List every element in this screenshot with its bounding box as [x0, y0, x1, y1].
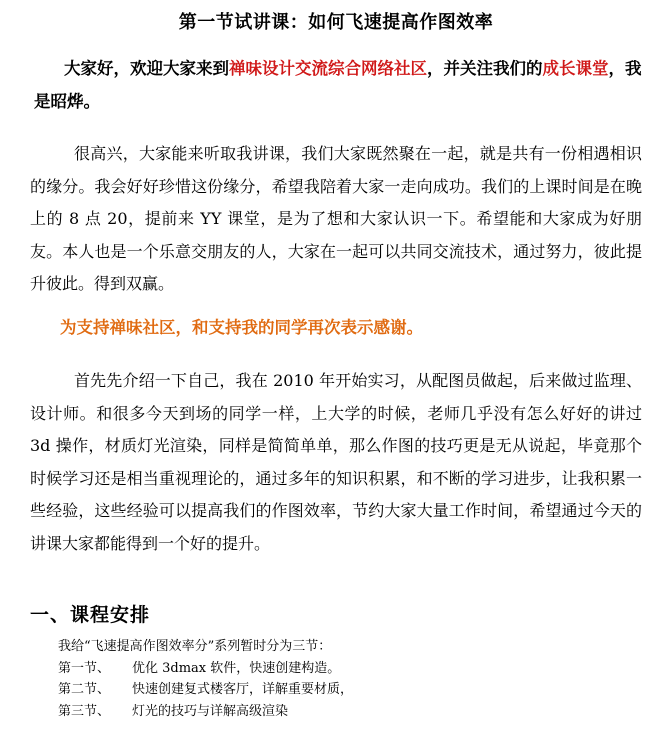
schedule-item-text: 快速创建复式楼客厅，详解重要材质，	[132, 682, 354, 697]
paragraph-self-intro: 首先先介绍一下自己，我在 2010 年开始实习，从配图员做起，后来做过监理、设计师。和很多今天到场的同学一样，上大学的时候，老师几乎没有怎么好好的讲过 3d 操作，材质灯光渲染，同样是简简单单，那么作图的技巧更是无从说起，毕竟那个时候学习还是相当重视理论的，通过多年的知识积累，和不断的学习进步，让我积累一些经验，这些经验可以提高我们的作图效率，节约大家大量工作时间，希望通过今天的讲课大家都能得到一个好的提升。	[30, 371, 642, 553]
schedule-item-label: 第三节、	[58, 703, 111, 719]
schedule-item	[58, 701, 353, 723]
intro-text-1: 大家好，欢迎大家来到	[64, 59, 229, 78]
course-name: 成长课堂	[542, 59, 609, 78]
schedule-item-text: 优化 3dmax 软件，快速创建构造。	[132, 660, 341, 676]
schedule-item	[58, 658, 353, 680]
schedule-item-label: 第二节、	[58, 682, 111, 697]
document-title: 第一节试讲课：如何飞速提高作图效率	[178, 12, 494, 33]
paragraph-welcome: 很高兴，大家能来听取我讲课，我们大家既然聚在一起，就是共有一份相遇相识的缘分。我会好好珍惜这份缘分，希望我陪着大家一走向成功。我们的上课时间是在晚上的 8 点 20，提前来 YY 课堂，是为了想和大家认识一下。希望能和大家成为好朋友。本人也是一个乐意交朋友的人，大家在一起可以共同交流技术，通过努力，彼此提升彼此。得到双赢。	[30, 144, 642, 293]
schedule-item	[58, 679, 353, 701]
intro-text-2: ，并关注我们的	[427, 59, 543, 78]
community-name: 禅味设计交流综合网络社区	[229, 59, 427, 78]
schedule-item-text: 灯光的技巧与详解高级渲染	[132, 703, 289, 719]
course-schedule	[58, 636, 353, 722]
thanks-line: 为支持禅味社区，和支持我的同学再次表示感谢。	[60, 318, 423, 337]
schedule-item-label: 第一节、	[58, 660, 111, 676]
intro-paragraph	[34, 52, 646, 118]
schedule-intro: 我给“飞速提高作图效率分”系列暂时分为三节：	[58, 639, 332, 654]
section-heading: 一、课程安排	[30, 604, 151, 626]
intro-text-3: ，我是昭烨。	[34, 59, 642, 111]
